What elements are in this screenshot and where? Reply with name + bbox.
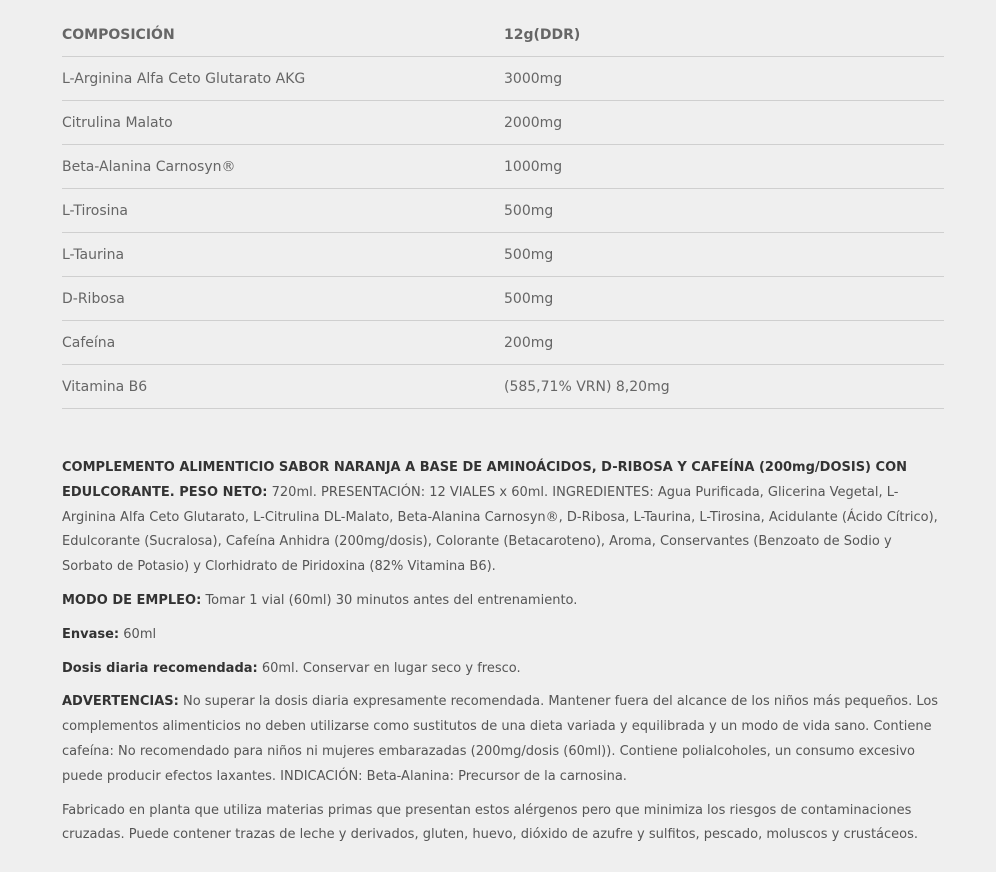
ingredient-amount: 500mg xyxy=(504,189,944,233)
table-row xyxy=(62,321,944,365)
ingredient-name: L-Taurina xyxy=(62,233,504,277)
container-text: 60ml xyxy=(119,626,157,642)
table-row xyxy=(62,57,944,101)
usage-text: Tomar 1 vial (60ml) 30 minutos antes del entrenamiento. xyxy=(201,592,578,608)
ingredient-name: L-Tirosina xyxy=(62,189,504,233)
ingredient-name: Citrulina Malato xyxy=(62,101,504,145)
ingredient-name: Vitamina B6 xyxy=(62,365,504,409)
ingredient-amount: 3000mg xyxy=(504,57,944,101)
table-row xyxy=(62,233,944,277)
product-info xyxy=(62,456,942,857)
warnings-label: ADVERTENCIAS: xyxy=(62,694,179,710)
daily-dose-label: Dosis diaria recomendada: xyxy=(62,660,258,676)
usage-instructions xyxy=(62,589,942,614)
table-row xyxy=(62,145,944,189)
allergens-notice: Fabricado en planta que utiliza materias primas que presentan estos alérgenos pero que minimiza los riesgos de contaminaciones cruzadas. Puede contener trazas de leche y derivados, gluten, huevo, dióxido de azufre y sulfitos, pescado, moluscos y crustáceos. xyxy=(62,802,919,843)
warnings-text: No superar la dosis diaria expresamente recomendada. Mantener fuera del alcance de los niños más pequeños. Los complementos alimenticios no deben utilizarse como sustitutos de una dieta variada y equilibrada y un modo de vida sano. Contiene cafeína: No recomendado para niños ni mujeres embarazadas (200mg/dosis (60ml)). Contiene polialcoholes, un consumo excesivo puede producir efectos laxantes. INDICACIÓN: Beta-Alanina: Precursor de la carnosina. xyxy=(62,694,939,784)
ingredient-name: D-Ribosa xyxy=(62,277,504,321)
ingredient-amount: 1000mg xyxy=(504,145,944,189)
ingredient-amount: (585,71% VRN) 8,20mg xyxy=(504,365,944,409)
container-label: Envase: xyxy=(62,626,120,642)
table-row xyxy=(62,365,944,409)
description-text: 720ml. PRESENTACIÓN: 12 VIALES x 60ml. INGREDIENTES: Agua Purificada, Glicerina Vegetal, L-Arginina Alfa Ceto Glutarato, L-Citrulina DL-Malato, Beta-Alanina Carnosyn®, D-Ribosa, L-Taurina, L-Tirosina, Acidulante (Ácido Cítrico), Edulcorante (Sucralosa), Cafeína Anhidra (200mg/dosis), Colorante (Betacaroteno), Aroma, Conservantes (Benzoato de Sodio y Sorbato de Potasio) y Clorhidrato de Piridoxina (82% Vitamina B6). xyxy=(62,484,938,575)
ingredient-name: Beta-Alanina Carnosyn® xyxy=(62,145,504,189)
daily-dose-text: 60ml. Conservar en lugar seco y fresco. xyxy=(257,660,521,676)
container-info xyxy=(62,623,942,648)
table-row xyxy=(62,277,944,321)
column-header-amount: 12g(DDR) xyxy=(504,14,944,57)
ingredient-name: L-Arginina Alfa Ceto Glutarato AKG xyxy=(62,57,504,101)
product-description xyxy=(62,456,942,580)
ingredient-amount: 500mg xyxy=(504,277,944,321)
table-header-row xyxy=(62,14,944,57)
table-row xyxy=(62,189,944,233)
daily-dose-info xyxy=(62,657,942,682)
ingredient-name: Cafeína xyxy=(62,321,504,365)
composition-table xyxy=(62,14,944,409)
warnings xyxy=(62,690,942,789)
usage-label: MODO DE EMPLEO: xyxy=(62,592,202,608)
ingredient-amount: 200mg xyxy=(504,321,944,365)
ingredient-amount: 2000mg xyxy=(504,101,944,145)
ingredient-amount: 500mg xyxy=(504,233,944,277)
description-label: COMPLEMENTO ALIMENTICIO SABOR NARANJA A BASE DE AMINOÁCIDOS, D-RIBOSA Y CAFEÍNA (200mg/DOSIS) CON EDULCORANTE. PESO NETO: xyxy=(62,460,907,500)
column-header-composition: COMPOSICIÓN xyxy=(62,14,504,57)
table-row xyxy=(62,101,944,145)
